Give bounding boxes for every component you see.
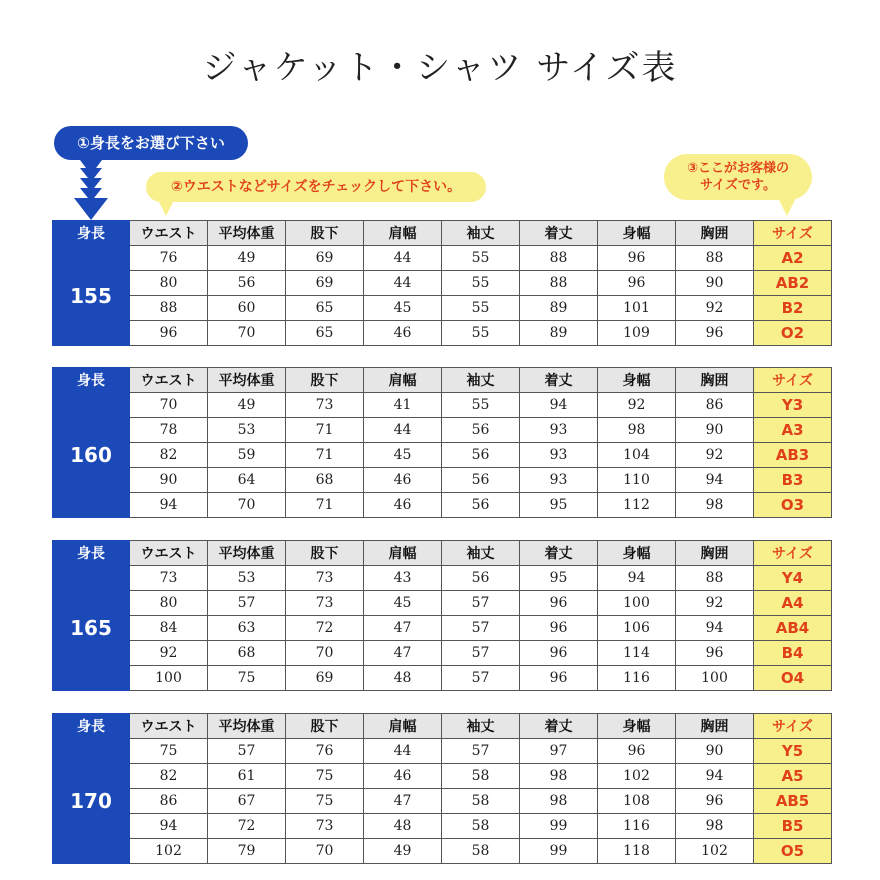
size-cell: O2 <box>754 321 832 346</box>
header-waist: ウエスト <box>130 541 208 566</box>
body-width-cell: 112 <box>598 493 676 518</box>
body-width-cell: 110 <box>598 468 676 493</box>
body-width-cell: 104 <box>598 443 676 468</box>
waist-cell: 86 <box>130 789 208 814</box>
header-length: 着丈 <box>520 714 598 739</box>
shoulder-cell: 41 <box>364 393 442 418</box>
inseam-cell: 68 <box>286 468 364 493</box>
chest-cell: 94 <box>676 764 754 789</box>
sleeve-cell: 58 <box>442 764 520 789</box>
inseam-cell: 69 <box>286 666 364 691</box>
avg-weight-cell: 67 <box>208 789 286 814</box>
length-cell: 94 <box>520 393 598 418</box>
size-cell: AB2 <box>754 271 832 296</box>
length-cell: 96 <box>520 641 598 666</box>
size-cell: A5 <box>754 764 832 789</box>
shoulder-cell: 48 <box>364 666 442 691</box>
inseam-cell: 75 <box>286 789 364 814</box>
sleeve-cell: 55 <box>442 271 520 296</box>
size-cell: Y5 <box>754 739 832 764</box>
chest-cell: 102 <box>676 839 754 864</box>
header-avg-weight: 平均体重 <box>208 368 286 393</box>
inseam-cell: 69 <box>286 271 364 296</box>
length-cell: 98 <box>520 789 598 814</box>
length-cell: 99 <box>520 814 598 839</box>
header-inseam: 股下 <box>286 221 364 246</box>
chest-cell: 88 <box>676 246 754 271</box>
header-row <box>53 714 832 739</box>
table-row <box>53 566 832 591</box>
chest-cell: 90 <box>676 418 754 443</box>
avg-weight-cell: 49 <box>208 246 286 271</box>
inseam-cell: 65 <box>286 296 364 321</box>
waist-cell: 92 <box>130 641 208 666</box>
shoulder-cell: 45 <box>364 296 442 321</box>
body-width-cell: 102 <box>598 764 676 789</box>
waist-cell: 88 <box>130 296 208 321</box>
table-row <box>53 418 832 443</box>
size-cell: A2 <box>754 246 832 271</box>
length-cell: 96 <box>520 666 598 691</box>
shoulder-cell: 44 <box>364 418 442 443</box>
page-title: ジャケット・シャツ サイズ表 <box>202 48 678 88</box>
waist-cell: 94 <box>130 493 208 518</box>
step3-callout <box>664 154 812 200</box>
chest-cell: 92 <box>676 296 754 321</box>
avg-weight-cell: 60 <box>208 296 286 321</box>
size-table-170 <box>52 713 832 864</box>
chest-cell: 90 <box>676 271 754 296</box>
body-width-cell: 98 <box>598 418 676 443</box>
avg-weight-cell: 72 <box>208 814 286 839</box>
body-width-cell: 116 <box>598 666 676 691</box>
header-body-width: 身幅 <box>598 714 676 739</box>
step1-callout: ①身長をお選び下さい <box>54 126 248 160</box>
sleeve-cell: 56 <box>442 443 520 468</box>
inseam-cell: 71 <box>286 418 364 443</box>
chest-cell: 96 <box>676 789 754 814</box>
sleeve-cell: 58 <box>442 814 520 839</box>
body-width-cell: 96 <box>598 739 676 764</box>
chest-cell: 88 <box>676 566 754 591</box>
size-cell: B4 <box>754 641 832 666</box>
sleeve-cell: 56 <box>442 468 520 493</box>
waist-cell: 100 <box>130 666 208 691</box>
length-cell: 96 <box>520 616 598 641</box>
header-body-width: 身幅 <box>598 368 676 393</box>
table-row <box>53 666 832 691</box>
header-body-width: 身幅 <box>598 541 676 566</box>
size-cell: B3 <box>754 468 832 493</box>
inseam-cell: 73 <box>286 393 364 418</box>
header-row <box>53 221 832 246</box>
length-cell: 93 <box>520 418 598 443</box>
body-width-cell: 100 <box>598 591 676 616</box>
shoulder-cell: 46 <box>364 493 442 518</box>
shoulder-cell: 45 <box>364 443 442 468</box>
header-row <box>53 368 832 393</box>
inseam-cell: 70 <box>286 641 364 666</box>
body-width-cell: 96 <box>598 271 676 296</box>
length-cell: 89 <box>520 321 598 346</box>
header-sleeve: 袖丈 <box>442 541 520 566</box>
avg-weight-cell: 53 <box>208 418 286 443</box>
chest-cell: 100 <box>676 666 754 691</box>
shoulder-cell: 46 <box>364 468 442 493</box>
header-size: サイズ <box>754 368 832 393</box>
header-height: 身長 <box>53 541 130 566</box>
inseam-cell: 73 <box>286 591 364 616</box>
header-waist: ウエスト <box>130 714 208 739</box>
avg-weight-cell: 61 <box>208 764 286 789</box>
header-sleeve: 袖丈 <box>442 368 520 393</box>
sleeve-cell: 57 <box>442 666 520 691</box>
inseam-cell: 75 <box>286 764 364 789</box>
size-cell: A3 <box>754 418 832 443</box>
size-cell: O5 <box>754 839 832 864</box>
header-chest: 胸囲 <box>676 221 754 246</box>
avg-weight-cell: 57 <box>208 739 286 764</box>
header-waist: ウエスト <box>130 221 208 246</box>
waist-cell: 102 <box>130 839 208 864</box>
header-avg-weight: 平均体重 <box>208 714 286 739</box>
waist-cell: 96 <box>130 321 208 346</box>
header-height: 身長 <box>53 221 130 246</box>
sleeve-cell: 57 <box>442 616 520 641</box>
header-sleeve: 袖丈 <box>442 714 520 739</box>
size-cell: B5 <box>754 814 832 839</box>
chest-cell: 94 <box>676 468 754 493</box>
avg-weight-cell: 57 <box>208 591 286 616</box>
size-table-155 <box>52 220 832 346</box>
chest-cell: 92 <box>676 443 754 468</box>
length-cell: 98 <box>520 764 598 789</box>
sleeve-cell: 57 <box>442 591 520 616</box>
inseam-cell: 71 <box>286 443 364 468</box>
sleeve-cell: 55 <box>442 296 520 321</box>
sleeve-cell: 56 <box>442 418 520 443</box>
header-body-width: 身幅 <box>598 221 676 246</box>
inseam-cell: 73 <box>286 566 364 591</box>
body-width-cell: 118 <box>598 839 676 864</box>
avg-weight-cell: 79 <box>208 839 286 864</box>
shoulder-cell: 44 <box>364 271 442 296</box>
size-table-160 <box>52 367 832 518</box>
shoulder-cell: 43 <box>364 566 442 591</box>
avg-weight-cell: 75 <box>208 666 286 691</box>
length-cell: 88 <box>520 271 598 296</box>
length-cell: 99 <box>520 839 598 864</box>
length-cell: 93 <box>520 443 598 468</box>
down-arrow-icon <box>74 160 108 220</box>
body-width-cell: 96 <box>598 246 676 271</box>
chest-cell: 90 <box>676 739 754 764</box>
table-row <box>53 296 832 321</box>
header-shoulder: 肩幅 <box>364 221 442 246</box>
length-cell: 96 <box>520 591 598 616</box>
sleeve-cell: 55 <box>442 393 520 418</box>
header-inseam: 股下 <box>286 714 364 739</box>
body-width-cell: 106 <box>598 616 676 641</box>
length-cell: 89 <box>520 296 598 321</box>
inseam-cell: 65 <box>286 321 364 346</box>
shoulder-cell: 46 <box>364 764 442 789</box>
inseam-cell: 72 <box>286 616 364 641</box>
size-cell: AB4 <box>754 616 832 641</box>
chest-cell: 92 <box>676 591 754 616</box>
sleeve-cell: 56 <box>442 566 520 591</box>
height-value: 160 <box>53 393 130 518</box>
shoulder-cell: 44 <box>364 739 442 764</box>
height-value: 170 <box>53 739 130 864</box>
size-table-165 <box>52 540 832 691</box>
header-size: サイズ <box>754 221 832 246</box>
waist-cell: 82 <box>130 443 208 468</box>
avg-weight-cell: 70 <box>208 321 286 346</box>
body-width-cell: 94 <box>598 566 676 591</box>
size-cell: AB3 <box>754 443 832 468</box>
header-waist: ウエスト <box>130 368 208 393</box>
length-cell: 97 <box>520 739 598 764</box>
header-length: 着丈 <box>520 541 598 566</box>
shoulder-cell: 47 <box>364 641 442 666</box>
header-sleeve: 袖丈 <box>442 221 520 246</box>
body-width-cell: 92 <box>598 393 676 418</box>
waist-cell: 76 <box>130 246 208 271</box>
shoulder-cell: 49 <box>364 839 442 864</box>
header-length: 着丈 <box>520 221 598 246</box>
waist-cell: 80 <box>130 271 208 296</box>
sleeve-cell: 56 <box>442 493 520 518</box>
table-row <box>53 443 832 468</box>
size-cell: O3 <box>754 493 832 518</box>
waist-cell: 90 <box>130 468 208 493</box>
inseam-cell: 71 <box>286 493 364 518</box>
shoulder-cell: 47 <box>364 789 442 814</box>
table-row <box>53 814 832 839</box>
table-row <box>53 839 832 864</box>
table-row <box>53 246 832 271</box>
chest-cell: 94 <box>676 616 754 641</box>
height-value: 155 <box>53 246 130 346</box>
avg-weight-cell: 53 <box>208 566 286 591</box>
waist-cell: 75 <box>130 739 208 764</box>
size-cell: AB5 <box>754 789 832 814</box>
table-row <box>53 739 832 764</box>
length-cell: 95 <box>520 566 598 591</box>
table-row <box>53 789 832 814</box>
avg-weight-cell: 63 <box>208 616 286 641</box>
header-length: 着丈 <box>520 368 598 393</box>
shoulder-cell: 44 <box>364 246 442 271</box>
waist-cell: 80 <box>130 591 208 616</box>
header-size: サイズ <box>754 541 832 566</box>
step3-line1: ③ここがお客様の <box>686 161 789 176</box>
waist-cell: 94 <box>130 814 208 839</box>
header-shoulder: 肩幅 <box>364 368 442 393</box>
body-width-cell: 108 <box>598 789 676 814</box>
table-row <box>53 393 832 418</box>
waist-cell: 84 <box>130 616 208 641</box>
header-row <box>53 541 832 566</box>
header-height: 身長 <box>53 368 130 393</box>
waist-cell: 73 <box>130 566 208 591</box>
shoulder-cell: 48 <box>364 814 442 839</box>
avg-weight-cell: 59 <box>208 443 286 468</box>
header-chest: 胸囲 <box>676 714 754 739</box>
header-height: 身長 <box>53 714 130 739</box>
body-width-cell: 109 <box>598 321 676 346</box>
chest-cell: 96 <box>676 321 754 346</box>
avg-weight-cell: 68 <box>208 641 286 666</box>
sleeve-cell: 57 <box>442 641 520 666</box>
avg-weight-cell: 56 <box>208 271 286 296</box>
table-row <box>53 616 832 641</box>
avg-weight-cell: 64 <box>208 468 286 493</box>
size-cell: Y3 <box>754 393 832 418</box>
inseam-cell: 76 <box>286 739 364 764</box>
inseam-cell: 69 <box>286 246 364 271</box>
height-value: 165 <box>53 566 130 691</box>
header-avg-weight: 平均体重 <box>208 541 286 566</box>
size-cell: B2 <box>754 296 832 321</box>
table-row <box>53 271 832 296</box>
body-width-cell: 101 <box>598 296 676 321</box>
length-cell: 88 <box>520 246 598 271</box>
sleeve-cell: 58 <box>442 789 520 814</box>
body-width-cell: 116 <box>598 814 676 839</box>
table-row <box>53 764 832 789</box>
inseam-cell: 73 <box>286 814 364 839</box>
waist-cell: 78 <box>130 418 208 443</box>
waist-cell: 82 <box>130 764 208 789</box>
waist-cell: 70 <box>130 393 208 418</box>
step3-line2: サイズです。 <box>700 178 776 193</box>
header-chest: 胸囲 <box>676 541 754 566</box>
table-row <box>53 641 832 666</box>
shoulder-cell: 45 <box>364 591 442 616</box>
body-width-cell: 114 <box>598 641 676 666</box>
chest-cell: 98 <box>676 814 754 839</box>
header-shoulder: 肩幅 <box>364 541 442 566</box>
avg-weight-cell: 70 <box>208 493 286 518</box>
sleeve-cell: 58 <box>442 839 520 864</box>
size-cell: A4 <box>754 591 832 616</box>
table-row <box>53 493 832 518</box>
shoulder-cell: 46 <box>364 321 442 346</box>
table-row <box>53 591 832 616</box>
header-inseam: 股下 <box>286 368 364 393</box>
size-cell: O4 <box>754 666 832 691</box>
header-chest: 胸囲 <box>676 368 754 393</box>
shoulder-cell: 47 <box>364 616 442 641</box>
table-row <box>53 468 832 493</box>
header-inseam: 股下 <box>286 541 364 566</box>
size-cell: Y4 <box>754 566 832 591</box>
avg-weight-cell: 49 <box>208 393 286 418</box>
chest-cell: 96 <box>676 641 754 666</box>
chest-cell: 86 <box>676 393 754 418</box>
sleeve-cell: 55 <box>442 321 520 346</box>
length-cell: 93 <box>520 468 598 493</box>
header-avg-weight: 平均体重 <box>208 221 286 246</box>
sleeve-cell: 57 <box>442 739 520 764</box>
step2-callout: ②ウエストなどサイズをチェックして下さい。 <box>146 172 486 202</box>
length-cell: 95 <box>520 493 598 518</box>
header-size: サイズ <box>754 714 832 739</box>
header-shoulder: 肩幅 <box>364 714 442 739</box>
sleeve-cell: 55 <box>442 246 520 271</box>
inseam-cell: 70 <box>286 839 364 864</box>
table-row <box>53 321 832 346</box>
chest-cell: 98 <box>676 493 754 518</box>
